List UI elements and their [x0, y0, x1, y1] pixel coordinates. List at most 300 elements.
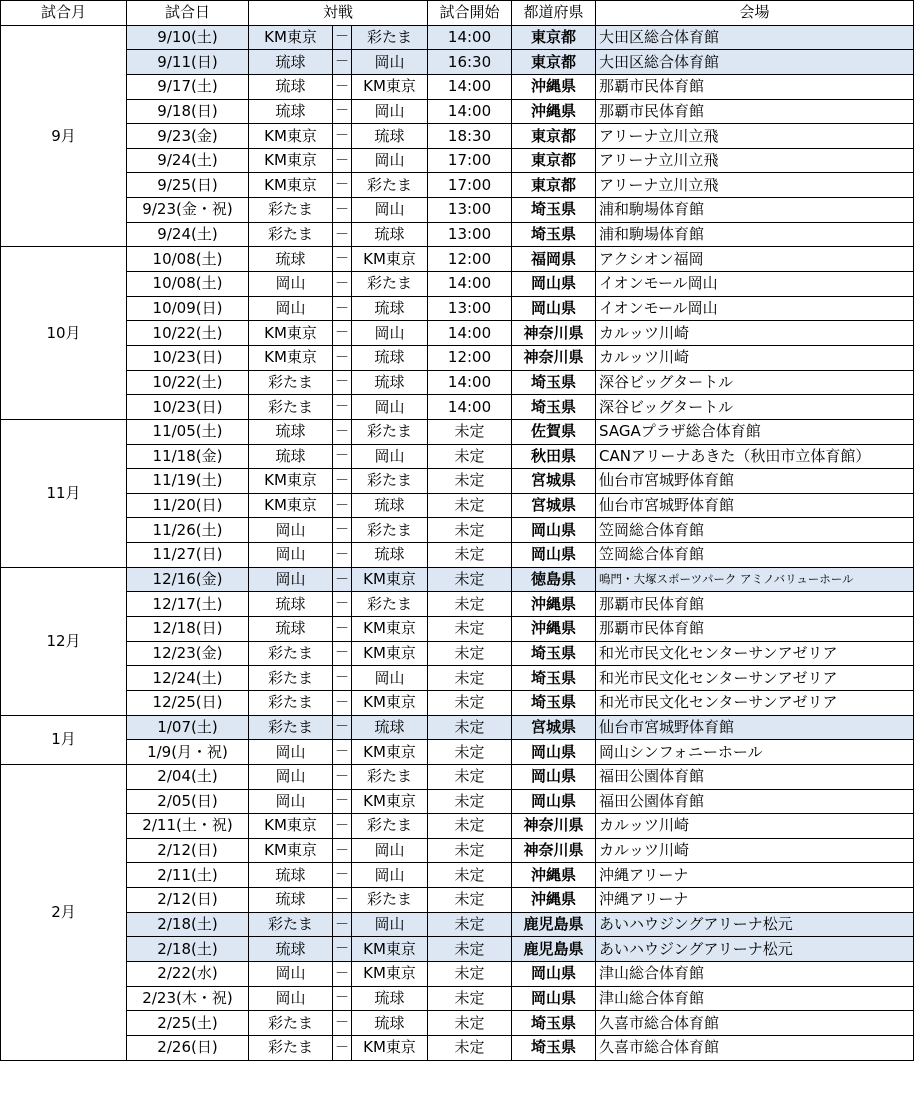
- table-row: [1, 912, 914, 937]
- prefecture-cell: 埼玉県: [512, 395, 596, 420]
- table-row: [1, 99, 914, 124]
- home-team-cell: 琉球: [249, 888, 333, 913]
- date-cell: 9/25(日): [127, 173, 249, 198]
- away-team-cell: 彩たま: [352, 592, 428, 617]
- venue-cell: 仙台市宮城野体育館: [596, 469, 914, 494]
- date-cell: 9/24(土): [127, 222, 249, 247]
- prefecture-cell: 岡山県: [512, 961, 596, 986]
- away-team-cell: 琉球: [352, 493, 428, 518]
- start-time-cell: 未定: [428, 740, 512, 765]
- start-time-cell: 未定: [428, 419, 512, 444]
- start-time-cell: 未定: [428, 444, 512, 469]
- home-team-cell: 岡山: [249, 764, 333, 789]
- away-team-cell: 岡山: [352, 444, 428, 469]
- prefecture-cell: 鹿児島県: [512, 937, 596, 962]
- venue-cell: イオンモール岡山: [596, 272, 914, 297]
- date-cell: 2/26(日): [127, 1035, 249, 1060]
- date-cell: 12/24(土): [127, 666, 249, 691]
- table-row: [1, 937, 914, 962]
- home-team-cell: KM東京: [249, 469, 333, 494]
- date-cell: 2/18(土): [127, 937, 249, 962]
- start-time-cell: 未定: [428, 961, 512, 986]
- prefecture-cell: 佐賀県: [512, 419, 596, 444]
- month-cell: 12月: [1, 567, 127, 715]
- venue-cell: カルッツ川崎: [596, 814, 914, 839]
- start-time-cell: 13:00: [428, 198, 512, 223]
- prefecture-cell: 宮城県: [512, 493, 596, 518]
- home-team-cell: 彩たま: [249, 715, 333, 740]
- table-row: [1, 124, 914, 149]
- start-time-cell: 未定: [428, 838, 512, 863]
- table-row: [1, 247, 914, 272]
- versus-dash: －: [333, 493, 352, 518]
- home-team-cell: 岡山: [249, 543, 333, 568]
- table-row: [1, 395, 914, 420]
- versus-dash: －: [333, 986, 352, 1011]
- start-time-cell: 未定: [428, 888, 512, 913]
- date-cell: 11/20(日): [127, 493, 249, 518]
- home-team-cell: 琉球: [249, 937, 333, 962]
- home-team-cell: 彩たま: [249, 690, 333, 715]
- away-team-cell: 琉球: [352, 1011, 428, 1036]
- versus-dash: －: [333, 641, 352, 666]
- table-row: [1, 173, 914, 198]
- venue-cell: 鳴門・大塚スポーツパーク アミノバリューホール: [596, 567, 914, 592]
- table-row: [1, 1035, 914, 1060]
- start-time-cell: 未定: [428, 1035, 512, 1060]
- date-cell: 12/25(日): [127, 690, 249, 715]
- prefecture-cell: 東京都: [512, 124, 596, 149]
- versus-dash: －: [333, 961, 352, 986]
- month-cell: 1月: [1, 715, 127, 764]
- versus-dash: －: [333, 247, 352, 272]
- date-cell: 12/16(金): [127, 567, 249, 592]
- home-team-cell: 彩たま: [249, 666, 333, 691]
- home-team-cell: 琉球: [249, 247, 333, 272]
- versus-dash: －: [333, 124, 352, 149]
- venue-cell: 笠岡総合体育館: [596, 543, 914, 568]
- venue-cell: 岡山シンフォニーホール: [596, 740, 914, 765]
- venue-cell: CANアリーナあきた（秋田市立体育館）: [596, 444, 914, 469]
- away-team-cell: 彩たま: [352, 814, 428, 839]
- home-team-cell: 岡山: [249, 740, 333, 765]
- home-team-cell: 岡山: [249, 296, 333, 321]
- venue-cell: 那覇市民体育館: [596, 592, 914, 617]
- prefecture-cell: 沖縄県: [512, 617, 596, 642]
- table-row: [1, 345, 914, 370]
- table-row: [1, 296, 914, 321]
- start-time-cell: 未定: [428, 518, 512, 543]
- home-team-cell: 岡山: [249, 789, 333, 814]
- venue-cell: アリーナ立川立飛: [596, 173, 914, 198]
- date-cell: 11/26(土): [127, 518, 249, 543]
- away-team-cell: 琉球: [352, 715, 428, 740]
- prefecture-cell: 東京都: [512, 148, 596, 173]
- table-row: [1, 370, 914, 395]
- venue-cell: 那覇市民体育館: [596, 74, 914, 99]
- table-row: [1, 222, 914, 247]
- home-team-cell: 彩たま: [249, 198, 333, 223]
- date-cell: 2/18(土): [127, 912, 249, 937]
- start-time-cell: 未定: [428, 469, 512, 494]
- prefecture-cell: 沖縄県: [512, 592, 596, 617]
- versus-dash: －: [333, 617, 352, 642]
- start-time-cell: 未定: [428, 592, 512, 617]
- venue-cell: 和光市民文化センターサンアゼリア: [596, 666, 914, 691]
- prefecture-cell: 埼玉県: [512, 641, 596, 666]
- start-time-cell: 18:30: [428, 124, 512, 149]
- venue-cell: 福田公園体育館: [596, 764, 914, 789]
- venue-cell: 沖縄アリーナ: [596, 863, 914, 888]
- home-team-cell: 岡山: [249, 961, 333, 986]
- prefecture-cell: 埼玉県: [512, 198, 596, 223]
- venue-cell: カルッツ川崎: [596, 838, 914, 863]
- away-team-cell: KM東京: [352, 740, 428, 765]
- prefecture-cell: 鹿児島県: [512, 912, 596, 937]
- date-cell: 9/10(土): [127, 25, 249, 50]
- away-team-cell: 彩たま: [352, 518, 428, 543]
- start-time-cell: 未定: [428, 764, 512, 789]
- prefecture-cell: 埼玉県: [512, 222, 596, 247]
- table-row: [1, 74, 914, 99]
- venue-cell: 浦和駒場体育館: [596, 222, 914, 247]
- header-month: 試合月: [1, 1, 127, 26]
- home-team-cell: 彩たま: [249, 395, 333, 420]
- prefecture-cell: 岡山県: [512, 789, 596, 814]
- venue-cell: 大田区総合体育館: [596, 25, 914, 50]
- versus-dash: －: [333, 272, 352, 297]
- header-venue: 会場: [596, 1, 914, 26]
- versus-dash: －: [333, 148, 352, 173]
- table-row: [1, 321, 914, 346]
- away-team-cell: KM東京: [352, 567, 428, 592]
- start-time-cell: 14:00: [428, 99, 512, 124]
- date-cell: 10/08(土): [127, 247, 249, 272]
- home-team-cell: 琉球: [249, 617, 333, 642]
- date-cell: 11/27(日): [127, 543, 249, 568]
- versus-dash: －: [333, 740, 352, 765]
- date-cell: 1/07(土): [127, 715, 249, 740]
- home-team-cell: KM東京: [249, 838, 333, 863]
- away-team-cell: KM東京: [352, 690, 428, 715]
- venue-cell: 深谷ビッグタートル: [596, 370, 914, 395]
- venue-cell: あいハウジングアリーナ松元: [596, 912, 914, 937]
- start-time-cell: 14:00: [428, 74, 512, 99]
- venue-cell: あいハウジングアリーナ松元: [596, 937, 914, 962]
- versus-dash: －: [333, 543, 352, 568]
- header-pref: 都道府県: [512, 1, 596, 26]
- home-team-cell: 岡山: [249, 518, 333, 543]
- home-team-cell: 彩たま: [249, 641, 333, 666]
- away-team-cell: 岡山: [352, 863, 428, 888]
- prefecture-cell: 沖縄県: [512, 74, 596, 99]
- venue-cell: 深谷ビッグタートル: [596, 395, 914, 420]
- start-time-cell: 17:00: [428, 173, 512, 198]
- venue-cell: アクシオン福岡: [596, 247, 914, 272]
- venue-cell: SAGAプラザ総合体育館: [596, 419, 914, 444]
- prefecture-cell: 岡山県: [512, 518, 596, 543]
- home-team-cell: 岡山: [249, 986, 333, 1011]
- venue-cell: カルッツ川崎: [596, 345, 914, 370]
- prefecture-cell: 埼玉県: [512, 370, 596, 395]
- home-team-cell: 琉球: [249, 74, 333, 99]
- table-row: [1, 789, 914, 814]
- date-cell: 9/23(金): [127, 124, 249, 149]
- prefecture-cell: 埼玉県: [512, 1011, 596, 1036]
- away-team-cell: 岡山: [352, 838, 428, 863]
- home-team-cell: KM東京: [249, 25, 333, 50]
- month-cell: 11月: [1, 419, 127, 567]
- date-cell: 9/17(土): [127, 74, 249, 99]
- venue-cell: カルッツ川崎: [596, 321, 914, 346]
- versus-dash: －: [333, 173, 352, 198]
- home-team-cell: KM東京: [249, 173, 333, 198]
- versus-dash: －: [333, 321, 352, 346]
- table-row: [1, 838, 914, 863]
- table-row: [1, 469, 914, 494]
- versus-dash: －: [333, 469, 352, 494]
- versus-dash: －: [333, 814, 352, 839]
- venue-cell: 久喜市総合体育館: [596, 1035, 914, 1060]
- start-time-cell: 12:00: [428, 247, 512, 272]
- date-cell: 12/17(土): [127, 592, 249, 617]
- date-cell: 2/23(木・祝): [127, 986, 249, 1011]
- home-team-cell: 琉球: [249, 444, 333, 469]
- away-team-cell: 彩たま: [352, 419, 428, 444]
- away-team-cell: 琉球: [352, 345, 428, 370]
- table-row: [1, 518, 914, 543]
- start-time-cell: 未定: [428, 567, 512, 592]
- versus-dash: －: [333, 888, 352, 913]
- home-team-cell: 岡山: [249, 272, 333, 297]
- header-row: [1, 1, 914, 26]
- home-team-cell: 琉球: [249, 99, 333, 124]
- table-row: [1, 592, 914, 617]
- date-cell: 2/12(日): [127, 838, 249, 863]
- away-team-cell: 彩たま: [352, 888, 428, 913]
- away-team-cell: 彩たま: [352, 173, 428, 198]
- start-time-cell: 未定: [428, 814, 512, 839]
- start-time-cell: 未定: [428, 912, 512, 937]
- venue-cell: アリーナ立川立飛: [596, 124, 914, 149]
- versus-dash: －: [333, 99, 352, 124]
- home-team-cell: 琉球: [249, 863, 333, 888]
- start-time-cell: 未定: [428, 986, 512, 1011]
- table-row: [1, 50, 914, 75]
- date-cell: 2/11(土): [127, 863, 249, 888]
- date-cell: 9/18(日): [127, 99, 249, 124]
- venue-cell: 沖縄アリーナ: [596, 888, 914, 913]
- prefecture-cell: 福岡県: [512, 247, 596, 272]
- prefecture-cell: 埼玉県: [512, 690, 596, 715]
- table-row: [1, 888, 914, 913]
- home-team-cell: KM東京: [249, 148, 333, 173]
- start-time-cell: 未定: [428, 666, 512, 691]
- table-row: [1, 272, 914, 297]
- prefecture-cell: 神奈川県: [512, 345, 596, 370]
- prefecture-cell: 神奈川県: [512, 321, 596, 346]
- away-team-cell: KM東京: [352, 961, 428, 986]
- away-team-cell: 琉球: [352, 296, 428, 321]
- month-cell: 2月: [1, 764, 127, 1060]
- date-cell: 9/23(金・祝): [127, 198, 249, 223]
- home-team-cell: KM東京: [249, 814, 333, 839]
- versus-dash: －: [333, 198, 352, 223]
- away-team-cell: 彩たま: [352, 25, 428, 50]
- prefecture-cell: 岡山県: [512, 296, 596, 321]
- date-cell: 12/18(日): [127, 617, 249, 642]
- table-row: [1, 715, 914, 740]
- date-cell: 2/22(水): [127, 961, 249, 986]
- start-time-cell: 14:00: [428, 395, 512, 420]
- start-time-cell: 13:00: [428, 222, 512, 247]
- date-cell: 2/12(日): [127, 888, 249, 913]
- away-team-cell: 岡山: [352, 912, 428, 937]
- prefecture-cell: 埼玉県: [512, 1035, 596, 1060]
- versus-dash: －: [333, 444, 352, 469]
- prefecture-cell: 宮城県: [512, 715, 596, 740]
- away-team-cell: KM東京: [352, 937, 428, 962]
- versus-dash: －: [333, 567, 352, 592]
- home-team-cell: KM東京: [249, 493, 333, 518]
- table-row: [1, 690, 914, 715]
- table-row: [1, 493, 914, 518]
- prefecture-cell: 宮城県: [512, 469, 596, 494]
- month-cell: 10月: [1, 247, 127, 419]
- away-team-cell: 岡山: [352, 99, 428, 124]
- away-team-cell: 岡山: [352, 321, 428, 346]
- versus-dash: －: [333, 345, 352, 370]
- prefecture-cell: 秋田県: [512, 444, 596, 469]
- start-time-cell: 未定: [428, 617, 512, 642]
- versus-dash: －: [333, 419, 352, 444]
- date-cell: 12/23(金): [127, 641, 249, 666]
- away-team-cell: 岡山: [352, 198, 428, 223]
- venue-cell: 和光市民文化センターサンアゼリア: [596, 641, 914, 666]
- prefecture-cell: 岡山県: [512, 986, 596, 1011]
- home-team-cell: KM東京: [249, 321, 333, 346]
- header-date: 試合日: [127, 1, 249, 26]
- versus-dash: －: [333, 937, 352, 962]
- versus-dash: －: [333, 838, 352, 863]
- away-team-cell: 岡山: [352, 395, 428, 420]
- versus-dash: －: [333, 592, 352, 617]
- date-cell: 11/19(土): [127, 469, 249, 494]
- start-time-cell: 17:00: [428, 148, 512, 173]
- venue-cell: 大田区総合体育館: [596, 50, 914, 75]
- away-team-cell: 琉球: [352, 986, 428, 1011]
- away-team-cell: KM東京: [352, 74, 428, 99]
- start-time-cell: 14:00: [428, 272, 512, 297]
- venue-cell: イオンモール岡山: [596, 296, 914, 321]
- start-time-cell: 14:00: [428, 25, 512, 50]
- table-row: [1, 198, 914, 223]
- start-time-cell: 14:00: [428, 321, 512, 346]
- versus-dash: －: [333, 25, 352, 50]
- table-row: [1, 1011, 914, 1036]
- home-team-cell: 琉球: [249, 419, 333, 444]
- prefecture-cell: 東京都: [512, 173, 596, 198]
- table-row: [1, 863, 914, 888]
- venue-cell: 仙台市宮城野体育館: [596, 493, 914, 518]
- prefecture-cell: 東京都: [512, 50, 596, 75]
- table-row: [1, 25, 914, 50]
- home-team-cell: 琉球: [249, 592, 333, 617]
- date-cell: 2/04(土): [127, 764, 249, 789]
- away-team-cell: KM東京: [352, 1035, 428, 1060]
- home-team-cell: 琉球: [249, 50, 333, 75]
- prefecture-cell: 岡山県: [512, 272, 596, 297]
- date-cell: 2/25(土): [127, 1011, 249, 1036]
- start-time-cell: 未定: [428, 543, 512, 568]
- venue-cell: 仙台市宮城野体育館: [596, 715, 914, 740]
- home-team-cell: KM東京: [249, 345, 333, 370]
- away-team-cell: 岡山: [352, 148, 428, 173]
- prefecture-cell: 埼玉県: [512, 666, 596, 691]
- away-team-cell: KM東京: [352, 641, 428, 666]
- prefecture-cell: 岡山県: [512, 764, 596, 789]
- away-team-cell: 琉球: [352, 124, 428, 149]
- versus-dash: －: [333, 395, 352, 420]
- venue-cell: アリーナ立川立飛: [596, 148, 914, 173]
- date-cell: 9/11(日): [127, 50, 249, 75]
- date-cell: 1/9(月・祝): [127, 740, 249, 765]
- prefecture-cell: 徳島県: [512, 567, 596, 592]
- versus-dash: －: [333, 764, 352, 789]
- home-team-cell: 岡山: [249, 567, 333, 592]
- table-row: [1, 814, 914, 839]
- venue-cell: 津山総合体育館: [596, 961, 914, 986]
- away-team-cell: 琉球: [352, 222, 428, 247]
- date-cell: 9/24(土): [127, 148, 249, 173]
- away-team-cell: 岡山: [352, 50, 428, 75]
- table-row: [1, 986, 914, 1011]
- date-cell: 10/23(日): [127, 345, 249, 370]
- table-row: [1, 567, 914, 592]
- away-team-cell: 彩たま: [352, 469, 428, 494]
- date-cell: 2/11(土・祝): [127, 814, 249, 839]
- away-team-cell: 岡山: [352, 666, 428, 691]
- venue-cell: 浦和駒場体育館: [596, 198, 914, 223]
- home-team-cell: 彩たま: [249, 370, 333, 395]
- date-cell: 10/22(土): [127, 321, 249, 346]
- start-time-cell: 未定: [428, 641, 512, 666]
- start-time-cell: 未定: [428, 493, 512, 518]
- start-time-cell: 未定: [428, 715, 512, 740]
- versus-dash: －: [333, 666, 352, 691]
- start-time-cell: 未定: [428, 789, 512, 814]
- venue-cell: 那覇市民体育館: [596, 617, 914, 642]
- date-cell: 10/22(土): [127, 370, 249, 395]
- away-team-cell: KM東京: [352, 247, 428, 272]
- prefecture-cell: 神奈川県: [512, 838, 596, 863]
- start-time-cell: 12:00: [428, 345, 512, 370]
- versus-dash: －: [333, 1011, 352, 1036]
- date-cell: 11/05(土): [127, 419, 249, 444]
- table-row: [1, 740, 914, 765]
- month-cell: 9月: [1, 25, 127, 247]
- versus-dash: －: [333, 296, 352, 321]
- venue-cell: 福田公園体育館: [596, 789, 914, 814]
- table-row: [1, 148, 914, 173]
- start-time-cell: 未定: [428, 1011, 512, 1036]
- table-row: [1, 764, 914, 789]
- versus-dash: －: [333, 222, 352, 247]
- venue-cell: 那覇市民体育館: [596, 99, 914, 124]
- versus-dash: －: [333, 912, 352, 937]
- prefecture-cell: 神奈川県: [512, 814, 596, 839]
- table-row: [1, 666, 914, 691]
